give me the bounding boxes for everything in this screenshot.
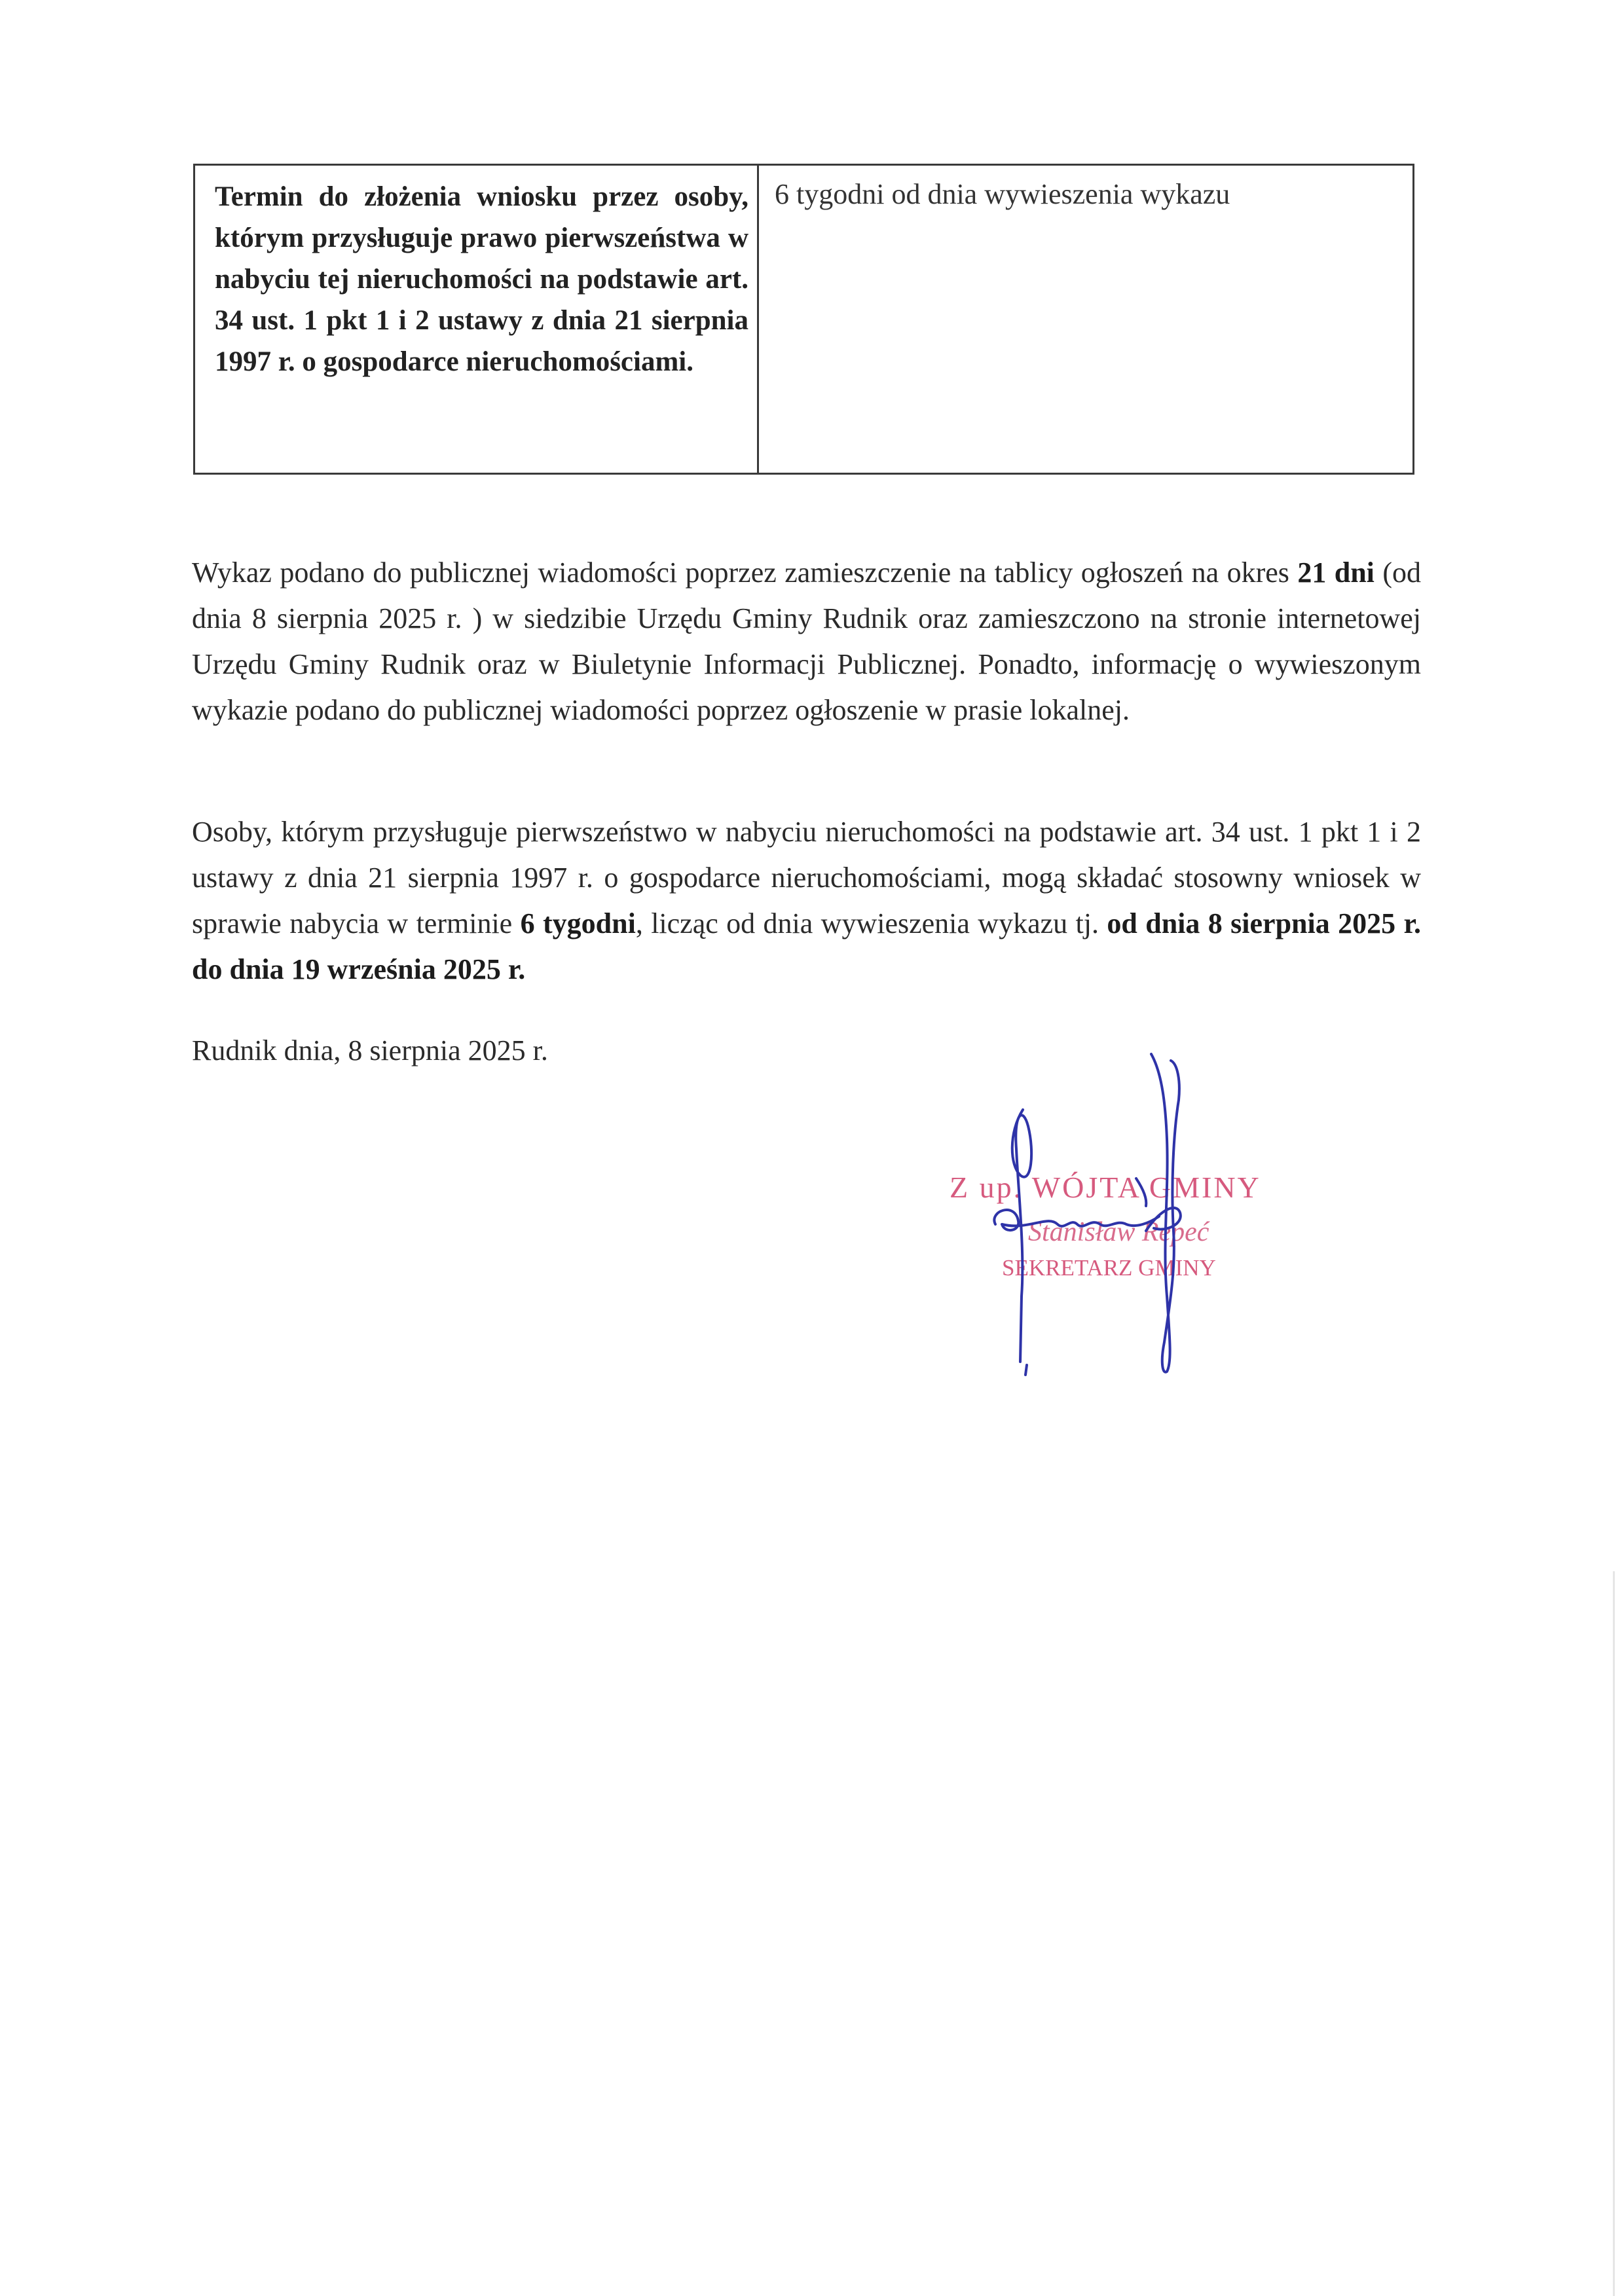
publication-text-start: Wykaz podano do publicznej wiadomości poprzez zamieszczenie na tablicy ogłoszeń na okres: [192, 556, 1298, 589]
scan-edge-shadow: [1613, 1571, 1615, 2296]
publication-paragraph: [192, 550, 1421, 733]
table-divider: [757, 166, 759, 473]
stamp-name-line: Stanisław Repeć: [1028, 1217, 1209, 1247]
stamp-position-line: SEKRETARZ GMINY: [1002, 1255, 1216, 1281]
publication-text-end: (od dnia 8 sierpnia 2025 r. ) w siedzibie Urzędu Gminy Rudnik oraz zamieszczono na stronie internetowej Urzędu Gminy Rudnik oraz w Biuletynie Informacji Publicznej. Ponadto, informację o wywieszonym wykazie podano do publicznej wiadomości poprzez ogłoszenie w prasie lokalnej.: [192, 556, 1422, 726]
deadline-value-cell: 6 tygodni od dnia wywieszenia wykazu: [775, 178, 1230, 210]
deadline-table: [193, 164, 1414, 475]
priority-date-range: od dnia 8 sierpnia 2025 r. do dnia 19 września 2025 r.: [192, 907, 1422, 985]
priority-text-start: Osoby, którym przysługuje pierwszeństwo w nabyciu nieruchomości na podstawie art. 34 ust. 1 pkt 1 i 2 ustawy z dnia 21 sierpnia 1997 r. o gospodarce nieruchomościami, mogą składać stosowny wniosek w sprawie nabycia w terminie: [192, 816, 1421, 939]
official-stamp: [936, 1034, 1342, 1388]
publication-period: 21 dni: [1297, 556, 1375, 589]
priority-term: 6 tygodni: [520, 907, 636, 939]
deadline-label-cell: Termin do złożenia wniosku przez osoby, którym przysługuje prawo pierwszeństwa w nabyciu tej nieruchomości na podstawie art. 34 ust. 1 pkt 1 i 2 ustawy z dnia 21 sierpnia 1997 r. o gospodarce nieruchomościami.: [215, 181, 748, 377]
handwritten-signature: [936, 1034, 1342, 1388]
stamp-authority-line: Z up. WÓJTA GMINY: [950, 1171, 1261, 1204]
priority-text-middle: , licząc od dnia wywieszenia wykazu tj.: [635, 907, 1107, 939]
place-and-date: Rudnik dnia, 8 sierpnia 2025 r.: [192, 1034, 548, 1066]
priority-paragraph: [192, 809, 1421, 993]
